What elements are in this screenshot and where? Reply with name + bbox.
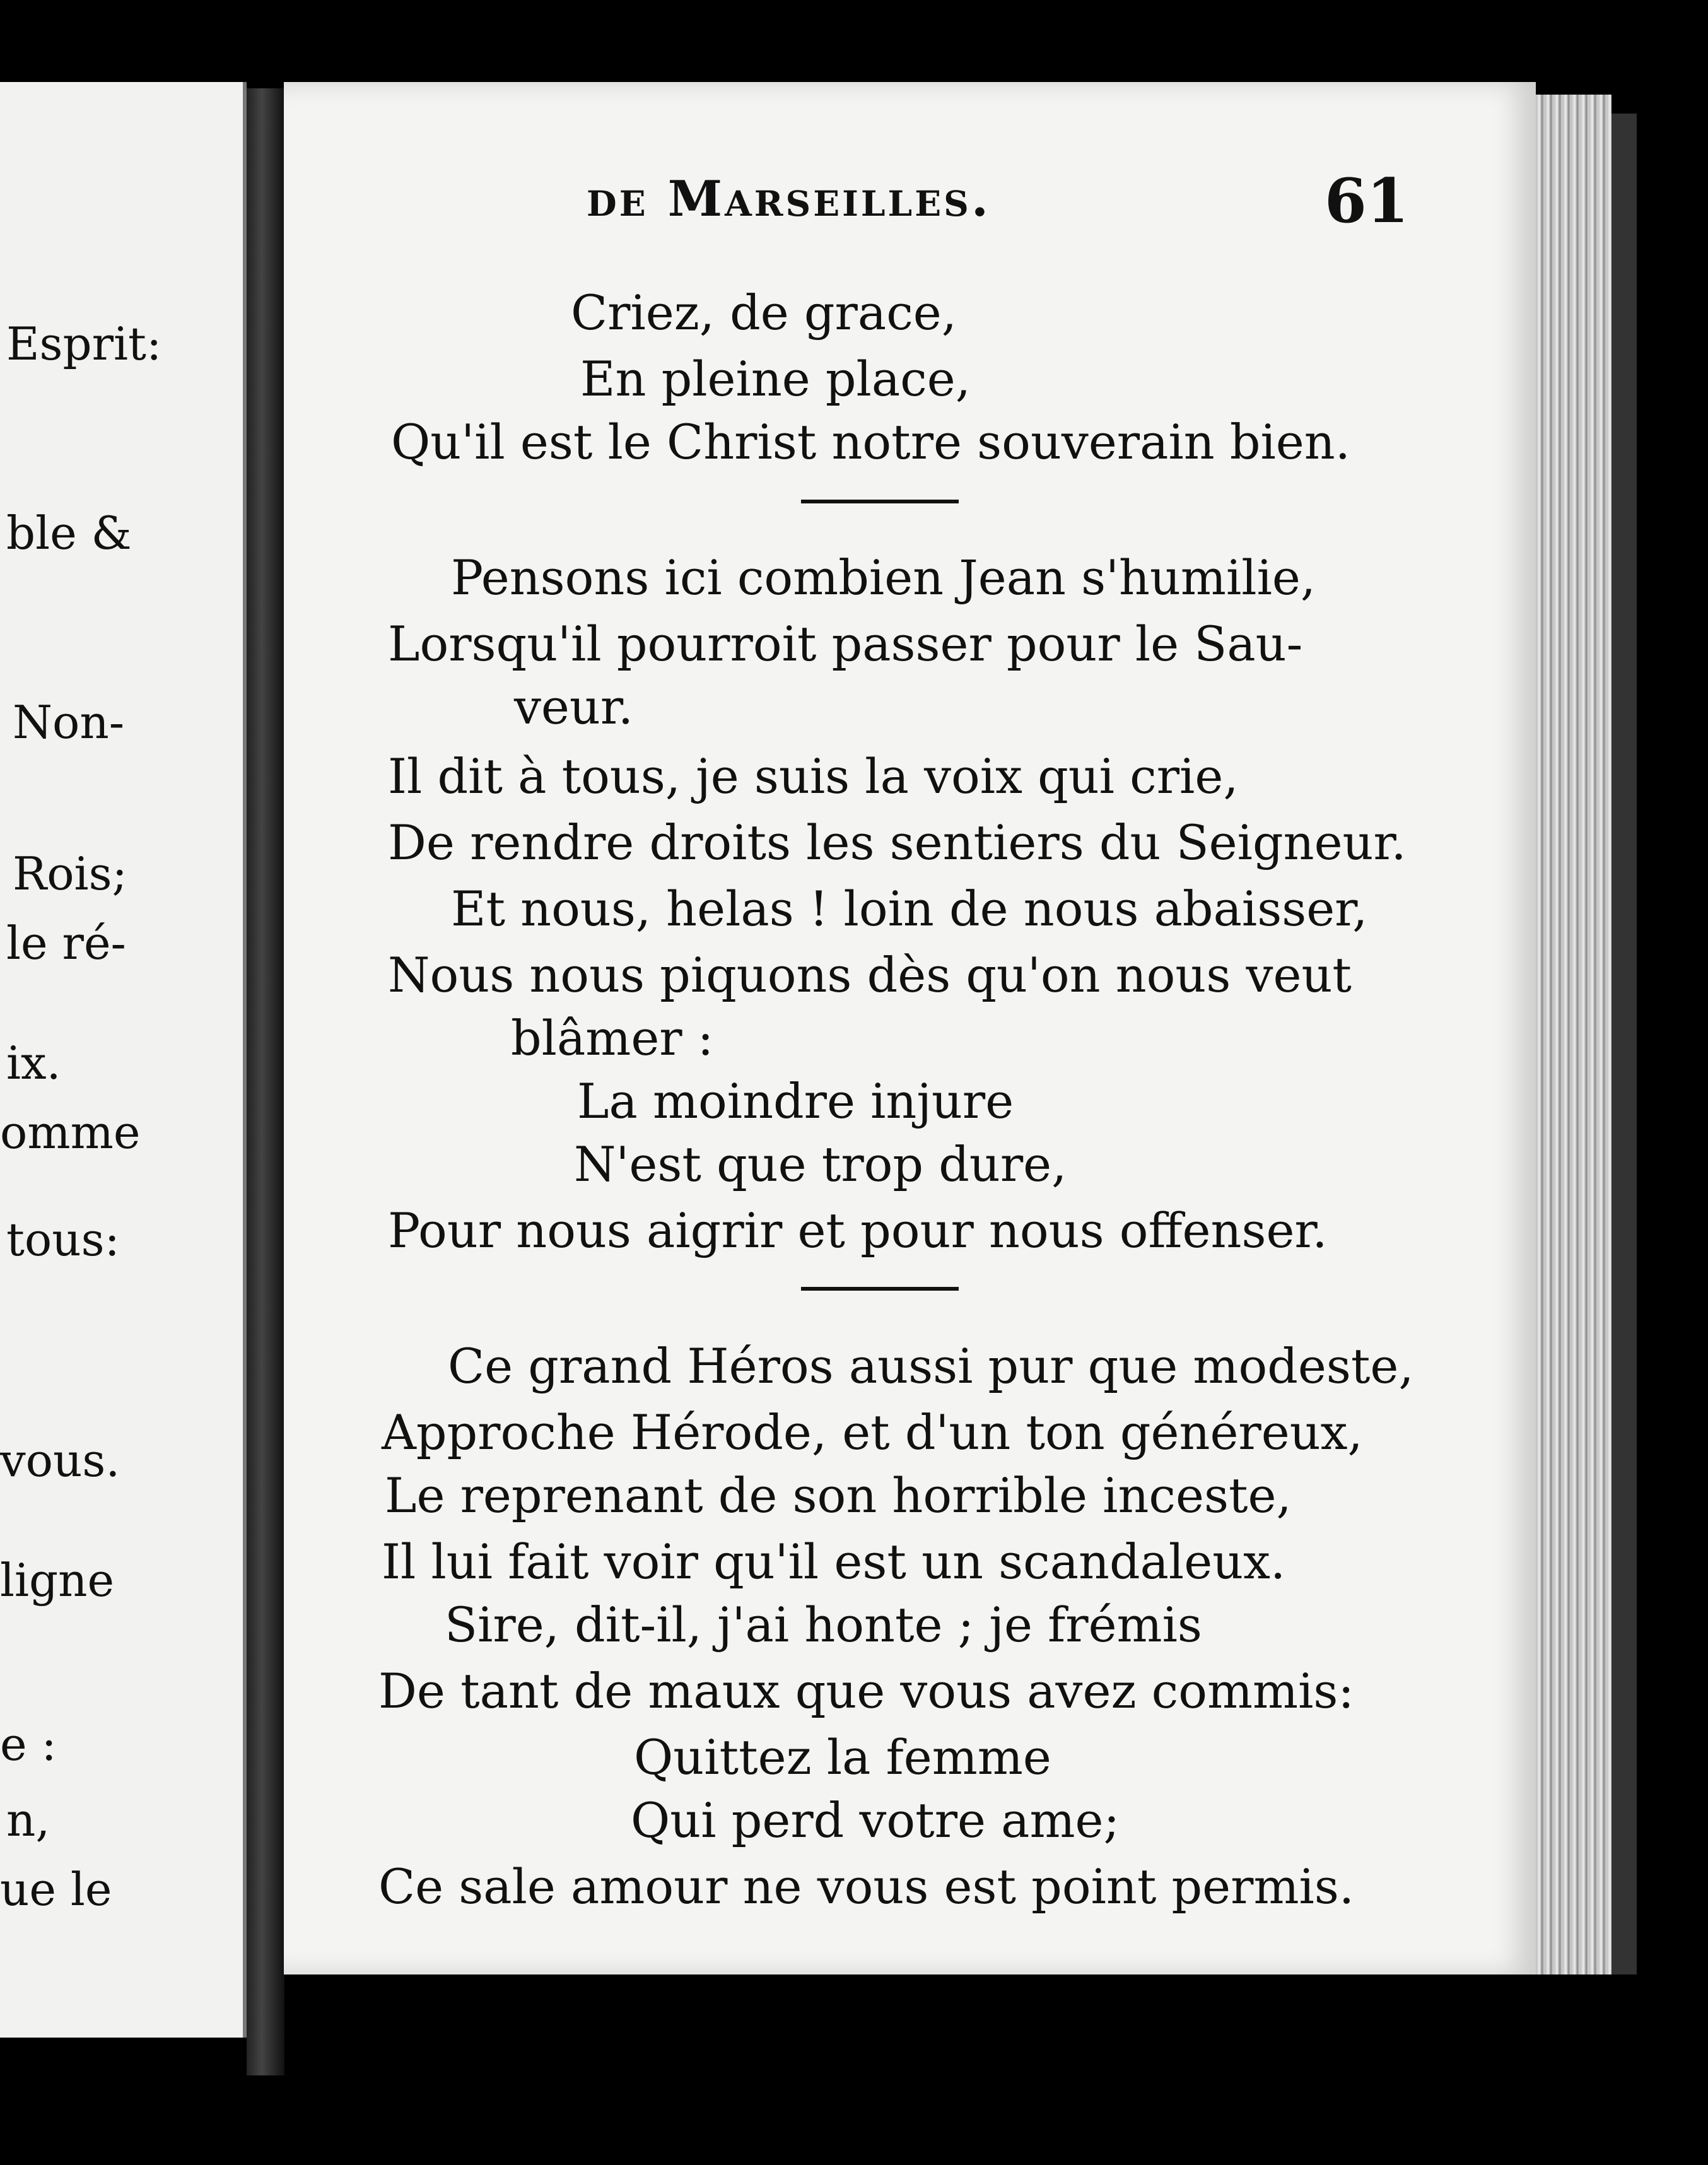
left-page-fragment: n, [6,1793,50,1846]
verse-line: Il lui fait voir qu'il est un scandaleux. [382,1534,1286,1590]
verse-line: Lorsqu'il pourroit passer pour le Sau- [388,616,1303,672]
verse-line: Ce sale amour ne vous est point permis. [378,1858,1355,1915]
verse-line: Qui perd votre ame; [631,1792,1120,1848]
verse-line: veur. [514,679,633,735]
left-page-fragment: le ré- [6,917,126,970]
stanza-separator [801,1287,959,1291]
verse-line: Et nous, helas ! loin de nous abaisser, [451,881,1368,937]
left-page-fragment: e : [0,1718,57,1771]
verse-line: De tant de maux que vous avez commis: [378,1663,1355,1719]
left-page-fragment: Non- [13,696,125,749]
verse-line: En pleine place, [580,351,971,407]
book-cover-edge [1611,114,1637,1974]
stanza-separator [801,500,959,503]
page-number: 61 [1325,165,1409,237]
verse-line: Le reprenant de son horrible inceste, [385,1467,1292,1523]
left-page-fragment: ue le [0,1863,112,1916]
verse-line: Ce grand Héros aussi pur que modeste, [448,1338,1414,1394]
left-page-fragment: Esprit: [6,317,162,370]
left-page-fragment: ix. [6,1036,61,1089]
left-page-fragment: Rois; [13,847,127,900]
left-page-fragment: ble & [6,507,132,560]
verse-line: Il dit à tous, je suis la voix qui crie, [388,748,1239,804]
verse-line: Quittez la femme [634,1729,1051,1785]
verse-line: Pensons ici combien Jean s'humilie, [451,549,1316,606]
left-page-fragment: ligne [0,1554,115,1607]
book-gutter [247,88,284,2075]
verse-line: Nous nous piquons dès qu'on nous veut [388,947,1352,1003]
verse-line: Criez, de grace, [571,285,957,341]
verse-line: blâmer : [511,1010,714,1066]
verse-line: Qu'il est le Christ notre souverain bien. [391,414,1350,470]
left-facing-page [0,82,247,2038]
verse-line: La moindre injure [577,1073,1014,1129]
verse-line: Pour nous aigrir et pour nous offenser. [388,1202,1328,1259]
left-page-fragment: vous. [0,1434,120,1487]
verse-line: Sire, dit-il, j'ai honte ; je frémis [445,1597,1202,1653]
running-title: de Marseilles. [587,170,991,228]
verse-line: Approche Hérode, et d'un ton généreux, [382,1404,1363,1460]
verse-line: De rendre droits les sentiers du Seigneur. [388,814,1407,871]
verse-line: N'est que trop dure, [574,1136,1067,1192]
left-page-fragment: tous: [6,1213,120,1266]
page-edges [1536,95,1611,1974]
left-page-fragment: omme [0,1106,141,1159]
